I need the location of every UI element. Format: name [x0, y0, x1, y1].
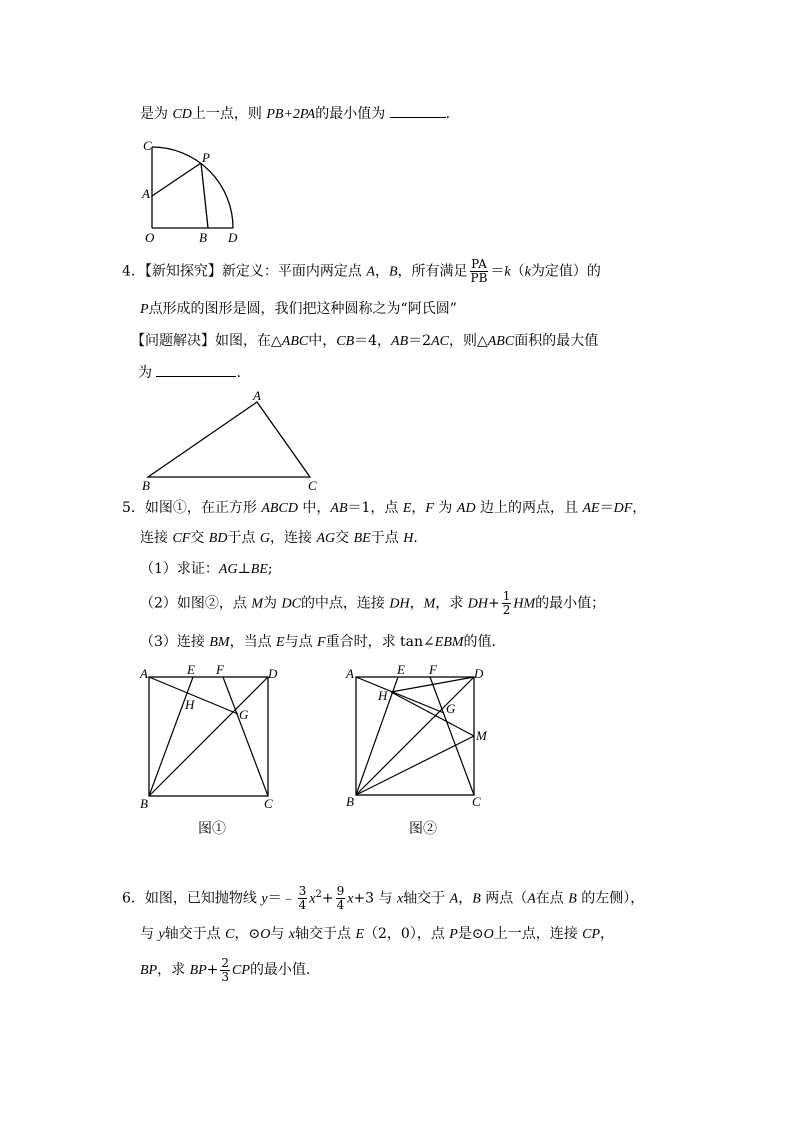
q4-ab: AB: [391, 334, 409, 349]
q6-line-1: [122, 880, 644, 915]
q5-p2-dc: DC: [281, 596, 301, 612]
q5-p2-hm: HM: [513, 596, 536, 612]
q6-l2-6: （2，0），点: [364, 926, 450, 942]
q5-p2-4: ，: [409, 595, 424, 612]
fig4-label-c: C: [308, 478, 317, 493]
q4-line2-text: 点形成的图形是圆，我们把这种圆称之为“阿氏圆”: [148, 301, 457, 317]
fig5a-label-b: B: [140, 796, 148, 811]
q5-l1-6: 边上的两点，且: [475, 500, 583, 516]
q6-e: E: [355, 927, 365, 942]
q5-p1-end: ;: [267, 561, 273, 577]
q6-a: A: [449, 891, 459, 907]
q4-frac-den: PB: [470, 271, 488, 285]
q5-e: E: [402, 501, 412, 516]
q3-text-1: 是为: [140, 106, 173, 122]
q5-l1-8: ，: [632, 500, 647, 516]
q4-end: .: [236, 365, 241, 381]
q4-point-b: B: [388, 264, 398, 280]
q4-tag-problem: 【问题解决】: [131, 333, 215, 349]
q5-p2-6: 的最小值；: [535, 595, 606, 612]
q5-l2-4: ，连接: [270, 530, 317, 546]
fig5a-label-g: G: [239, 707, 249, 722]
fig4-label-b: B: [142, 478, 150, 493]
q5-ad: AD: [456, 501, 476, 516]
q3-text-3: 的最小值为: [315, 106, 390, 122]
q6-fraction-2: [336, 885, 346, 912]
q3-expr: PB+2PA: [266, 107, 316, 122]
q4-l3-2: 中，: [308, 333, 337, 349]
q6-cp: CP: [582, 927, 601, 942]
q5-p2-plus: +: [487, 595, 500, 612]
q6-bp2: BP: [189, 963, 207, 978]
q5-frac-den: 2: [502, 603, 511, 617]
q4-line4-text: 为: [138, 365, 157, 381]
q5-p1-ag: AG: [218, 562, 238, 577]
q6-l2-2: 轴交于点: [164, 926, 226, 942]
q4-paren-2: 为定值）的: [530, 263, 601, 280]
q6-yaxis: y: [158, 927, 165, 942]
q6-f3-den: 3: [221, 969, 230, 984]
q6-plus: +: [321, 890, 334, 907]
q6-l2-7: 是⊙: [457, 926, 484, 942]
q6-l3-2: 的最小值.: [249, 962, 311, 978]
q5-p3-2: ，当点: [229, 634, 277, 650]
q4-cb: CB: [336, 334, 355, 349]
q4-abc: ABC: [281, 334, 309, 349]
q5-p1-be: BE: [250, 562, 268, 577]
q5-l1-3: ＝1，点: [347, 500, 403, 516]
q6-l1-2: ＝﹣: [267, 890, 296, 907]
fig5b-label-e: E: [397, 662, 405, 677]
q4-l3-6: 面积的最大值: [514, 333, 599, 349]
q6-f2-den: 4: [336, 898, 345, 913]
q6-l2-3: ，⊙: [234, 926, 261, 942]
q5-p3-f: F: [317, 635, 326, 650]
fig5b-label-c: C: [472, 794, 481, 809]
q6-l1-5: ，: [458, 890, 473, 907]
q4-def-1: 新定义：平面内两定点: [221, 263, 367, 280]
q4-def-2: ，所有满足: [397, 263, 468, 280]
q4-eq: ＝: [490, 263, 505, 280]
q6-b: B: [472, 891, 481, 907]
q5-number: 5．: [122, 500, 145, 516]
fig5a-label-e: E: [187, 662, 195, 677]
q5-p3-e: E: [276, 635, 285, 650]
q5-p2-1: （2）如图②，点: [140, 595, 252, 612]
q4-l3-3: ＝4，: [354, 333, 392, 349]
q6-f2-num: 9: [336, 884, 345, 899]
q4-tag-new-knowledge: 【新知探究】: [144, 263, 222, 280]
q5-p2-m2: M: [423, 596, 436, 612]
q5-p2-dh2: DH: [467, 596, 488, 612]
q6-l2-8: 上一点，连接: [493, 926, 583, 942]
q5-l2-7: .: [413, 530, 418, 546]
fig5b-label-h: H: [378, 688, 388, 703]
q5-p2-5: ，求: [435, 595, 468, 612]
q6-l3-1: ，求: [157, 962, 190, 978]
fig3-label-p: P: [202, 150, 210, 165]
q5-p3-ebm: EBM: [434, 635, 464, 650]
q6-l2-9: ，: [600, 926, 615, 942]
q5-p3-4: 重合时，求 tan∠: [325, 634, 435, 650]
q6-cp2: CP: [232, 963, 250, 978]
q4-point-p: P: [140, 302, 149, 317]
q6-x: x: [347, 891, 354, 907]
q5-p3-1: （3）连接: [140, 634, 210, 650]
q4-comma: ，: [374, 263, 389, 280]
q5-l1-5: 为: [433, 500, 457, 516]
q4-frac-num: PA: [471, 257, 487, 271]
q3-end: .: [445, 106, 451, 122]
q6-l2-5: 轴交于点: [295, 926, 356, 942]
q6-l3-plus: +: [206, 962, 219, 978]
q6-l1-8: 的左侧），: [576, 890, 645, 907]
fig5b-label-b: B: [346, 794, 354, 809]
q4-l3-4: ＝2: [408, 333, 432, 349]
fig5b-label-m: M: [476, 728, 487, 743]
q5-l2-2: 交: [190, 530, 209, 546]
q6-fraction-1: [298, 885, 308, 912]
q5-l1-7: ＝: [599, 500, 614, 516]
fig3-label-a: A: [142, 186, 150, 201]
q6-l1-6: 两点（: [480, 890, 528, 907]
q4-abc-2: ABC: [487, 334, 515, 349]
q5-g: G: [259, 531, 271, 546]
q5-p2-2: 为: [263, 595, 282, 612]
q5-ae: AE: [582, 501, 600, 516]
fig5b-label-g: G: [446, 701, 456, 716]
q4-paren-1: （: [510, 263, 525, 280]
q5-abcd: ABCD: [261, 501, 298, 516]
q6-xaxis: x: [396, 891, 404, 907]
q6-l2-1: 与: [140, 926, 159, 942]
q4-k: k: [504, 264, 511, 280]
q6-l1-3: +3 与: [353, 890, 397, 907]
q5-ag: AG: [316, 531, 336, 546]
q5-p2-m: M: [251, 596, 264, 612]
q6-line-2: [140, 924, 614, 945]
q5-p1-1: （1）求证：: [140, 561, 219, 577]
fig3-label-d: D: [228, 230, 238, 245]
q4-l3-5: ，则△: [448, 333, 488, 349]
fig3-label-o: O: [145, 230, 155, 245]
q6-f1-num: 3: [298, 884, 307, 899]
q6-bp: BP: [140, 963, 158, 978]
q6-c: C: [225, 927, 235, 942]
q6-y: y: [261, 891, 268, 907]
q5-be: BE: [353, 531, 371, 546]
q5-p3-5: 的值.: [463, 634, 496, 650]
q4-k2: k: [524, 264, 531, 280]
q5-l2-1: 连接: [140, 530, 173, 546]
q6-l1-4: 轴交于: [403, 890, 450, 907]
fig3-label-b: B: [199, 230, 207, 245]
q4-number: 4．: [122, 263, 145, 280]
q3-cd: CD: [172, 107, 192, 122]
q5-p2-3: 的中点，连接: [300, 595, 390, 612]
q6-number: 6．: [122, 890, 145, 907]
q6-b2: B: [568, 891, 577, 907]
fig5b-label-a: A: [346, 666, 354, 681]
fig5a-caption: 图①: [198, 821, 226, 837]
fig3-label-c: C: [143, 138, 152, 153]
q6-f1-den: 4: [298, 898, 307, 913]
fig4-label-a: A: [253, 388, 261, 403]
q5-df: DF: [613, 501, 633, 516]
q5-l1-2: 中，: [297, 500, 331, 516]
q5-cf: CF: [172, 531, 191, 546]
q6-x2: x: [309, 891, 316, 907]
fig5b-label-f: F: [429, 662, 437, 677]
fig5a-label-f: F: [216, 662, 224, 677]
q5-ab: AB: [330, 501, 348, 516]
q6-line-3: [140, 955, 310, 986]
q6-l1-7: 在点: [535, 890, 569, 907]
q5-l2-6: 于点: [370, 530, 404, 546]
q4-l3-1: 如图，在△: [215, 333, 282, 349]
fig5b-caption: 图②: [409, 821, 437, 837]
q5-l1-1: 如图①，在正方形: [144, 500, 262, 516]
q5-f: F: [425, 501, 434, 516]
q5-l1-4: ，: [411, 500, 426, 516]
q5-frac-num: 1: [502, 589, 511, 603]
q5-l2-3: 于点: [227, 530, 260, 546]
q5-p3-bm: BM: [209, 635, 230, 650]
q6-xaxis2: x: [288, 927, 295, 942]
q5-p3-3: 与点: [284, 634, 318, 650]
q6-f3-num: 2: [221, 955, 230, 970]
fig5a-label-h: H: [185, 697, 195, 712]
q6-o: O: [260, 927, 271, 942]
q5-bd: BD: [208, 531, 228, 546]
q6-l2-4: 与: [270, 926, 289, 942]
fig5a-label-d: D: [268, 666, 278, 681]
fig5a-label-c: C: [264, 796, 273, 811]
q5-p2-dh: DH: [389, 596, 410, 612]
q6-a2: A: [527, 891, 536, 907]
q5-l2-5: 交: [335, 530, 354, 546]
q6-fraction-3: [220, 957, 230, 984]
fig5b-label-d: D: [474, 666, 484, 681]
q6-sup2: 2: [315, 889, 322, 900]
q4-ac: AC: [431, 334, 449, 349]
q5-p1-perp: ⊥: [237, 561, 251, 577]
q3-text-2: 上一点，则: [191, 106, 267, 122]
q4-point-a: A: [366, 264, 375, 280]
q5-h: H: [403, 531, 414, 546]
q6-l1-1: 如图，已知抛物线: [144, 890, 262, 907]
q6-o2: O: [483, 927, 494, 942]
q6-p: P: [449, 927, 458, 942]
fig5a-label-a: A: [140, 666, 148, 681]
